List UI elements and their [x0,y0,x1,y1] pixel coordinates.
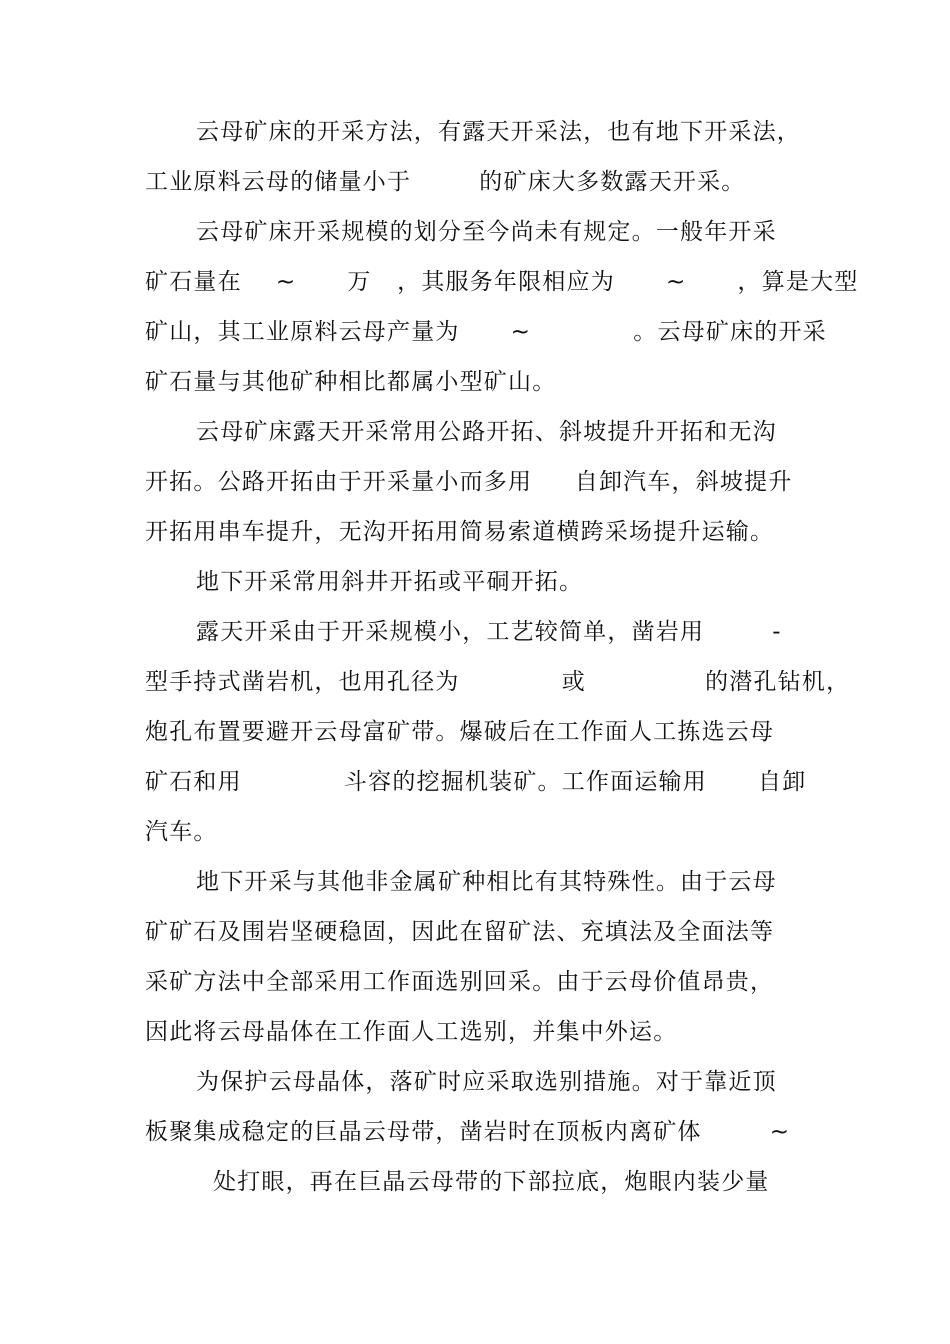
text-line: 矿石和用 斗容的挖掘机装矿。工作面运输用 自卸 [145,769,807,795]
text-line: 工业原料云母的储量小于 的矿床大多数露天开采。 [145,169,746,195]
text-line: 采矿方法中全部采用工作面选别回采。由于云母价值昂贵， [145,969,775,995]
text-line: 矿矿石及围岩坚硬稳固，因此在留矿法、充填法及全面法等 [145,919,775,945]
text-line: 地下开采与其他非金属矿种相比有其特殊性。由于云母 [196,869,777,895]
text-line: 开拓。公路开拓由于开采量小而多用 自卸汽车，斜坡提升 [145,469,793,495]
text-line: 汽车。 [145,819,218,845]
text-line: 云母矿床开采规模的划分至今尚未有规定。一般年开采 [196,219,777,245]
text-line: 地下开采常用斜井开拓或平硐开拓。 [196,569,584,595]
text-line: 因此将云母晶体在工作面人工选别，并集中外运。 [145,1019,678,1045]
text-line: 露天开采由于开采规模小，工艺较简单，凿岩用 - [196,619,782,645]
text-line: 矿石量与其他矿种相比都属小型矿山。 [145,369,557,395]
text-line: 型手持式凿岩机，也用孔径为 或 的潜孔钻机， [145,669,851,695]
text-line: 炮孔布置要避开云母富矿带。爆破后在工作面人工拣选云母 [145,719,775,745]
text-line: 开拓用串车提升，无沟开拓用简易索道横跨采场提升运输。 [145,519,775,545]
text-line: 板聚集成稳定的巨晶云母带，凿岩时在顶板内离矿体 ~ [145,1119,791,1145]
text-line: 云母矿床的开采方法，有露天开采法，也有地下开采法， [196,119,801,145]
text-line: 矿山，其工业原料云母产量为 ~ 。云母矿床的开采 [145,319,827,345]
text-line: 为保护云母晶体，落矿时应采取选别措施。对于靠近顶 [196,1069,777,1095]
text-line: 云母矿床露天开采常用公路开拓、斜坡提升开拓和无沟 [196,419,777,445]
text-line: 处打眼，再在巨晶云母带的下部拉底，炮眼内装少量 [213,1169,770,1195]
text-line: 矿石量在 ~ 万 ，其服务年限相应为 ~ ，算是大型 [145,269,859,295]
